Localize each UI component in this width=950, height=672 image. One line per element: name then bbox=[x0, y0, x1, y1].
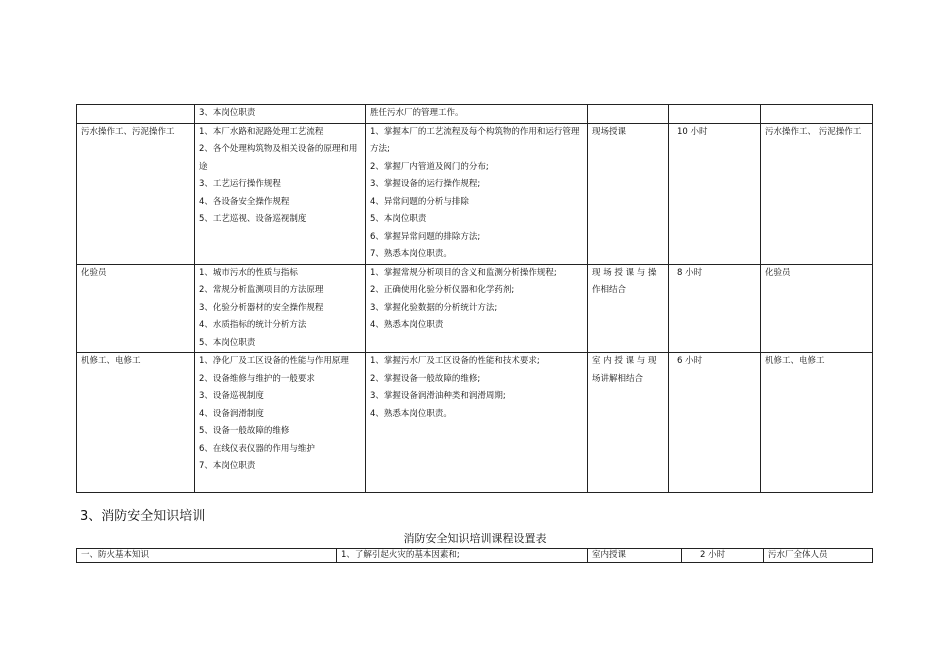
role-cell bbox=[77, 123, 195, 264]
list-item: 7、本岗位职责 bbox=[199, 461, 256, 471]
list-item: 6、在线仪表仪器的作用与维护 bbox=[199, 443, 315, 454]
training-content-cell bbox=[195, 264, 366, 353]
list-item: 3、掌握设备润滑油种类和润滑周期; bbox=[370, 391, 506, 401]
list-item: 1、本厂水路和泥路处理工艺流程 bbox=[199, 126, 324, 137]
teaching-method-cell bbox=[588, 105, 669, 124]
list-item: 5、设备一般故障的维修 bbox=[199, 426, 290, 436]
training-content-cell bbox=[195, 353, 366, 493]
list-item: 2、常规分析监测项目的方法原理 bbox=[199, 285, 324, 295]
list-item: 2、各个处理构筑物及相关设备的原理和用途 bbox=[199, 144, 358, 172]
section-heading: 3、消防安全知识培训 bbox=[80, 509, 206, 524]
teaching-method-cell bbox=[588, 353, 669, 493]
list-item: 1、城市污水的性质与指标 bbox=[199, 267, 298, 278]
training-content-cell bbox=[195, 105, 366, 124]
list-item: 2、正确使用化验分析仪器和化学药剂; bbox=[370, 285, 515, 295]
list-item: 3、本岗位职责 bbox=[199, 108, 256, 118]
trainees-cell bbox=[761, 123, 873, 264]
list-item: 胜任污水厂的管理工作。 bbox=[370, 108, 464, 118]
training-course-table bbox=[76, 104, 873, 493]
trainees-cell-text: 机修工、电修工 bbox=[765, 356, 825, 366]
list-item: 2、设备维修与维护的一般要求 bbox=[199, 373, 315, 384]
hours-cell-text: 6 小时 bbox=[677, 356, 703, 366]
list-item: 5、工艺巡视、设备巡视制度 bbox=[199, 214, 307, 224]
list-item: 1、掌握常规分析项目的含义和监测分析操作规程; bbox=[370, 267, 557, 278]
list-item: 4、异常问题的分析与排除 bbox=[370, 196, 469, 207]
role-cell bbox=[77, 105, 195, 124]
training-requirements-cell bbox=[366, 105, 588, 124]
list-item: 4、设备润滑制度 bbox=[199, 408, 264, 419]
hours-cell bbox=[669, 264, 761, 353]
hours-cell bbox=[669, 123, 761, 264]
trainees-cell-text: 化验员 bbox=[765, 267, 791, 278]
list-item: 2、掌握厂内管道及阀门的分布; bbox=[370, 161, 489, 172]
training-requirements-cell bbox=[366, 123, 588, 264]
trainees-cell-text: 污水操作工、 污泥操作工 bbox=[765, 126, 862, 137]
training-content-cell bbox=[195, 123, 366, 264]
role-cell bbox=[77, 353, 195, 493]
role-cell bbox=[77, 264, 195, 353]
hours-cell-text: 10 小时 bbox=[677, 126, 708, 137]
fire-safety-course-table bbox=[76, 548, 873, 563]
table-row bbox=[77, 105, 873, 124]
list-item: 1、净化厂及工区设备的性能与作用原理 bbox=[199, 356, 349, 366]
role-cell-text: 化验员 bbox=[81, 267, 107, 278]
table-row bbox=[77, 353, 873, 493]
teaching-method-cell-text: 室 内 授 课 与 现场讲解相结合 bbox=[592, 356, 657, 384]
hours-cell bbox=[669, 353, 761, 493]
hours-cell bbox=[669, 105, 761, 124]
table-row bbox=[77, 123, 873, 264]
list-item: 3、工艺运行操作规程 bbox=[199, 179, 281, 189]
list-item: 5、本岗位职责 bbox=[370, 214, 427, 224]
teaching-method-cell bbox=[588, 264, 669, 353]
list-item: 1、掌握污水厂及工区设备的性能和技术要求; bbox=[370, 356, 540, 366]
trainees-cell bbox=[761, 264, 873, 353]
list-item: 4、熟悉本岗位职责 bbox=[370, 320, 444, 330]
table-caption: 消防安全知识培训课程设置表 bbox=[403, 532, 547, 545]
list-item: 3、设备巡视制度 bbox=[199, 391, 264, 401]
list-item: 3、化验分析器材的安全操作规程 bbox=[199, 302, 324, 313]
training-requirements-cell bbox=[366, 264, 588, 353]
list-item: 4、各设备安全操作规程 bbox=[199, 196, 290, 207]
list-item: 3、掌握设备的运行操作规程; bbox=[370, 179, 481, 189]
table-row bbox=[77, 264, 873, 353]
list-item: 2、掌握设备一般故障的维修; bbox=[370, 373, 481, 384]
training-table-body bbox=[77, 105, 873, 493]
role-cell-text: 污水操作工、污泥操作工 bbox=[81, 126, 175, 137]
table-row bbox=[77, 549, 873, 563]
role-cell-text: 机修工、电修工 bbox=[81, 356, 141, 366]
teaching-method-cell bbox=[588, 123, 669, 264]
list-item: 6、掌握异常问题的排除方法; bbox=[370, 231, 481, 242]
trainees-cell bbox=[761, 105, 873, 124]
list-item: 4、熟悉本岗位职责。 bbox=[370, 408, 452, 419]
list-item: 5、本岗位职责 bbox=[199, 337, 256, 348]
list-item: 1、掌握本厂的工艺流程及每个构筑物的作用和运行管理方法; bbox=[370, 126, 580, 154]
trainees-cell bbox=[761, 353, 873, 493]
hours-cell: 2 小时 bbox=[682, 549, 764, 563]
list-item: 4、水质指标的统计分析方法 bbox=[199, 320, 307, 330]
teaching-method-cell-text: 现 场 授 课 与 操作相结合 bbox=[592, 267, 657, 295]
hours-cell-text: 8 小时 bbox=[677, 267, 703, 278]
teaching-method-cell-text: 现场授课 bbox=[592, 126, 627, 137]
list-item: 3、掌握化验数据的分析统计方法; bbox=[370, 302, 498, 313]
trainees-cell: 污水厂全体人员 bbox=[764, 549, 873, 563]
course-name-cell: 一、防火基本知识 bbox=[77, 549, 337, 563]
training-requirements-cell bbox=[366, 353, 588, 493]
teaching-method-cell: 室内授课 bbox=[588, 549, 682, 563]
list-item: 7、熟悉本岗位职责。 bbox=[370, 249, 452, 259]
course-content-cell: 1、了解引起火灾的基本因素和; bbox=[337, 549, 588, 563]
